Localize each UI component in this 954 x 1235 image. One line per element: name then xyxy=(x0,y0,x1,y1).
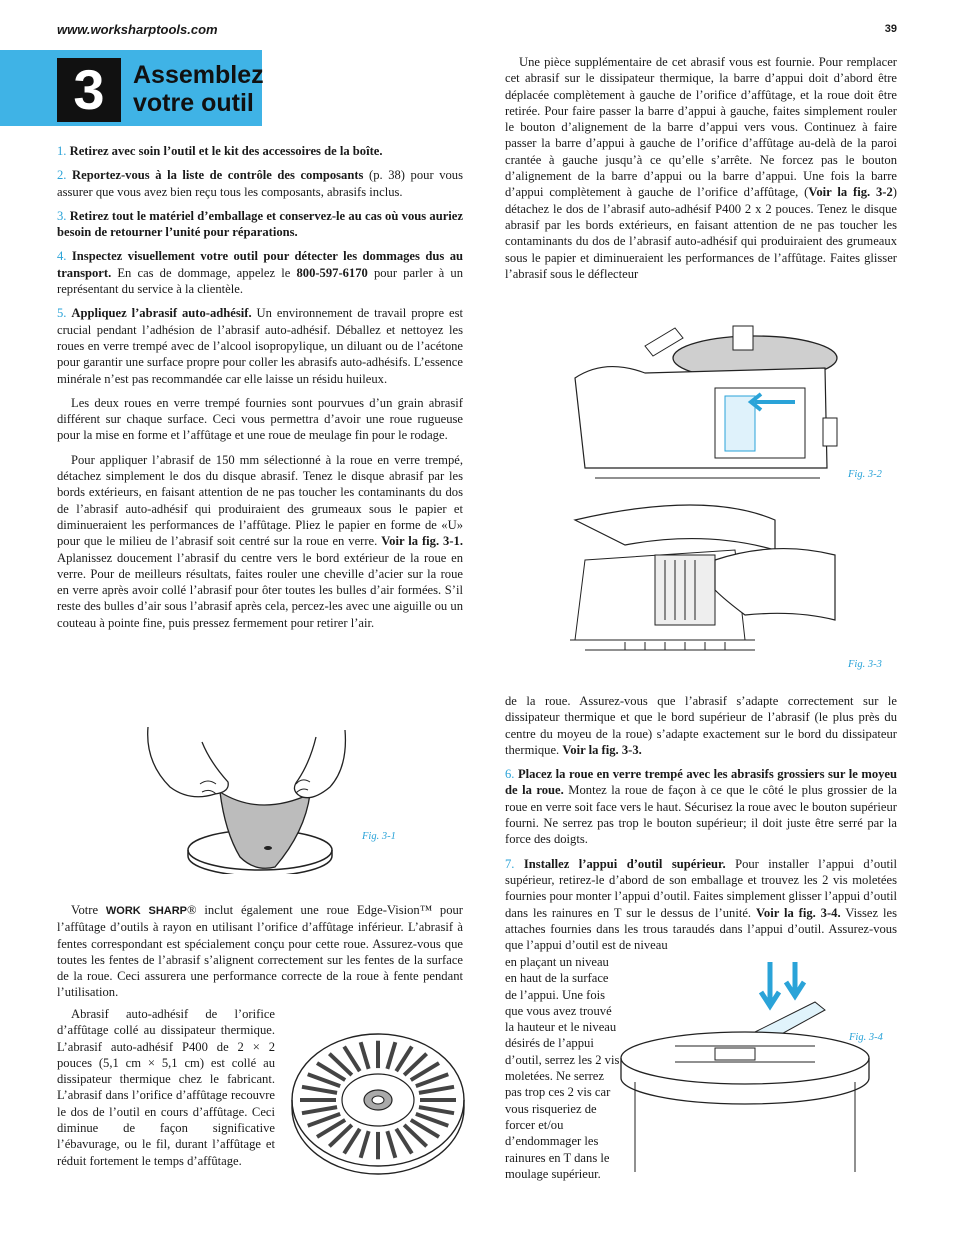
step-7: 7. Installez l’appui d’outil supérieur. Pour installer l’appui d’outil supérieur, retirez-le d’abord de son emballage et trouvez les 2 vis moletées fournies pour monter l’appui d’outil. Faites simplement glisser l’appui d’outil dans les rainures en T sur le dessus de l’unité. Voir la fig. 3-4. Vissez les attaches fournies dans les trous taraudés dans l’appui d’outil. Assurez-vous que l’appui d’outil est de niveau xyxy=(505,856,897,953)
section-title-line1: Assemblez xyxy=(133,61,264,89)
figure-3-1-caption: Fig. 3-1 xyxy=(362,831,396,842)
paragraph-replace-abrasive: Une pièce supplémentaire de cet abrasif vous est fournie. Pour remplacer cet abrasif sur le dissipateur thermique, la barre d’appui doit d’abord être déplacée complètement à gauche de l’orifice d’affûtage, et la roue doit être retirée. Pour faire passer la barre d’appui à gauche, faites simplement rouler le bouton d’alignement de la barre d’appui vers vous. Continuez à faire passer la barre d’appui à gauche de l’orifice d’affûtage au-delà de la paroi crantée à gauche jusqu’à ce qu’elle s’arrête. Ne forcez pas le bouton d’alignement de la barre d’appui ou la barre d’appui. Une fois la barre d’appui complètement à gauche de l’orifice d’affûtage, (Voir la fig. 3-2) détachez le dos de l’abrasif auto-adhésif P400 2 x 2 pouces. Tenez le disque abrasif par les bords extérieurs, en faisant attention de ne pas toucher les contaminants du dos de l’abrasif auto-adhésif qui produiraient des grumeaux sous le papier et diminueraient les performances de l’affûtage. Faites glisser l’abrasif sous le déflecteur xyxy=(505,55,897,281)
right-column-bottom xyxy=(505,954,623,1190)
section-title xyxy=(133,61,264,117)
paragraph-abrasive-fit: de la roue. Assurez-vous que l’abrasif s’adapte correctement sur le dissipateur thermique et que le bord supérieur de l’abrasif (le plus près du centre du moyeu de la roue) s’adapte exactement sur le bord du dissipateur thermique. Voir la fig. 3-3. xyxy=(505,694,897,757)
step-4: 4. Inspectez visuellement votre outil pour détecter les dommages dus au transport. En cas de dommage, appelez le 800-597-6170 pour parler à un représentant du service à la clientèle. xyxy=(57,249,463,297)
left-column-top xyxy=(57,143,463,639)
right-column-top xyxy=(505,54,897,290)
figure-3-4-upper-tool-rest xyxy=(615,962,900,1180)
site-url: www.worksharptools.com xyxy=(57,22,218,37)
section-number: 3 xyxy=(57,58,121,122)
figure-3-3-abrasive-slide xyxy=(565,500,840,670)
figure-3-1-hands-abrasive xyxy=(140,722,350,874)
step-5: 5. Appliquez l’abrasif auto-adhésif. Un environnement de travail propre est crucial pendant l’adhésion de l’abrasif auto-adhésif. Déballez et nettoyez les roues en verre trempé avec de l’alcool isopropylique, un diluant ou de l’acétone pour garantir une surface propre pour coller les abrasifs auto-adhésifs. L’essence minérale n’est pas recommandée car elle laisse un résidu huileux. xyxy=(57,306,464,386)
paragraph-glass-wheels: Les deux roues en verre trempé fournies sont pourvues d’un grain abrasif différent sur chaque surface. Ceci vous permettra d’avoir une roue rugueuse pour la mise en forme et l’affûtage et une roue de meulage fin pour le rodage. xyxy=(57,395,463,443)
figure-3-4-caption: Fig. 3-4 xyxy=(849,1032,883,1043)
step-1: 1. Retirez avec soin l’outil et le kit des accessoires de la boîte. xyxy=(57,144,383,158)
section-title-line2: votre outil xyxy=(133,89,254,117)
right-column-mid xyxy=(505,693,897,961)
figure-slotted-wheel xyxy=(288,1028,468,1176)
figure-3-2-tool-rest xyxy=(565,318,840,490)
left-column-bottom xyxy=(57,1006,275,1177)
paragraph-tool-rest-level: en plaçant un niveau en haut de la surface de l’appui. Une fois que vous avez trouvé la hauteur et le niveau désirés de l’appui d’outil, serrez les 2 vis moletées. Ne serrez pas trop ces 2 vis car vous risqueriez de forcer et/ou d’endommager les rainures en T dans le moulage supérieur. xyxy=(505,955,620,1181)
paragraph-p400-abrasive: Abrasif auto-adhésif de l’orifice d’affûtage collé au dissipateur thermique. L’abrasif auto-adhésif P400 de 2 × 2 pouces (5,1 cm × 5,1 cm) est collé au dissipateur thermique chez le fabricant. L’abrasif dans l’orifice d’affûtage recouvre le dos de l’outil en cours d’affûtage. Ceci diminue de façon significative l’ébavurage, ou le fil, durant l’affûtage et réduit fortement le temps d’affûtage. xyxy=(57,1007,275,1168)
step-6: 6. Placez la roue en verre trempé avec les abrasifs grossiers sur le moyeu de la roue. Montez la roue de façon à ce que le côté le plus grossier de la roue en verre soit face vers le haut. Sécurisez la roue avec le bouton supérieur fourni. Ne serrez pas trop le bouton supérieur; il doit juste être serré par la force des doigts. xyxy=(505,767,898,847)
page-number: 39 xyxy=(884,23,897,35)
left-column-mid xyxy=(57,902,463,1009)
figure-3-2-caption: Fig. 3-2 xyxy=(848,469,882,480)
figure-3-3-caption: Fig. 3-3 xyxy=(848,659,882,670)
step-2: 2. Reportez-vous à la liste de contrôle des composants (p. 38) pour vous assurer que vous avez bien reçu tous les composants, abrasifs inclus. xyxy=(57,168,463,199)
paragraph-edge-vision: Votre WORK SHARP® inclut également une roue Edge-Vision™ pour l’affûtage d’outils à rayon en utilisant l’orifice d’affûtage inférieur. L’abrasif à fentes correspondant est spécialement conçu pour cette roue. Assurez-vous que toutes les fentes de l’abrasif s’alignent correctement sur les fentes de la surface de la roue. Ceci assurera une performance correcte de la roue à fente pendant l’utilisation. xyxy=(57,903,463,1000)
paragraph-apply-abrasive: Pour appliquer l’abrasif de 150 mm sélectionné à la roue en verre trempé, détachez simplement le dos du disque abrasif. Tenez le disque abrasif par les bords extérieurs, en faisant attention de ne pas toucher les contaminants du dos de l’abrasif auto-adhésif qui produiraient des grumeaux sous le papier et diminueraient les performances de l’affûtage. Pliez le papier en forme de «U» pour que le milieu de l’abrasif soit centré sur la roue en verre. Voir la fig. 3-1. Aplanissez doucement l’abrasif du centre vers le bord extérieur de la roue en verre. Pour de meilleurs résultats, faites rouler une cheville d’acier sur la roue en verre après avoir collé l’abrasif pour ôter toutes les bulles d’air formées. S’il reste des bulles d’air sous l’abrasif après cela, percez-les avec une aiguille ou un couteau à pointe fine, puis pressez fermement pour retirer l’air. xyxy=(57,452,463,630)
step-3: 3. Retirez tout le matériel d’emballage et conservez-le au cas où vous auriez besoin de retourner l’unité pour réparations. xyxy=(57,208,463,240)
